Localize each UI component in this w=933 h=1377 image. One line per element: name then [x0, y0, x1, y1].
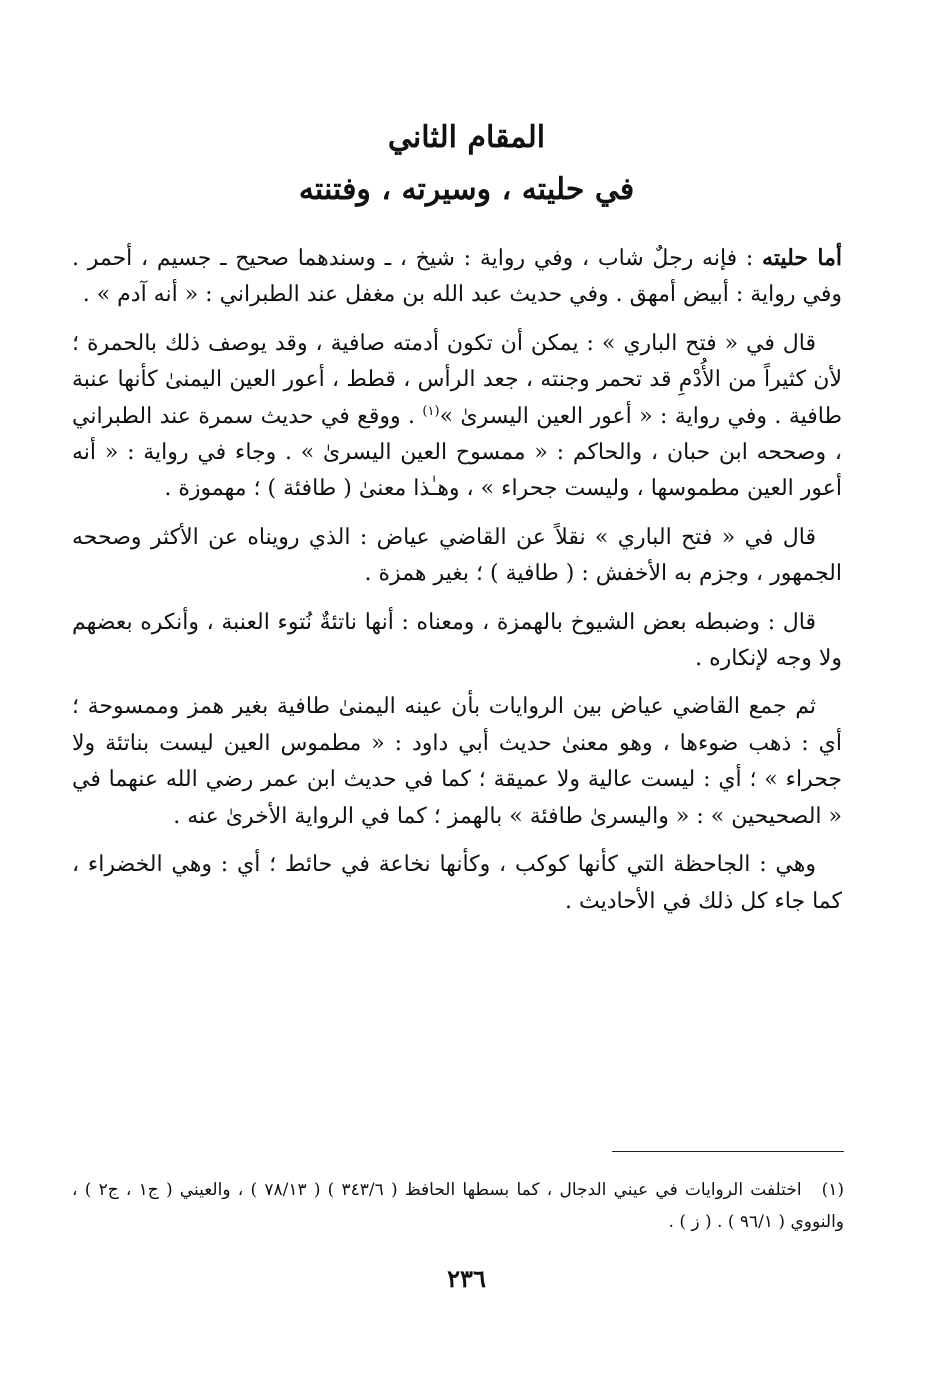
paragraph-jahiza — [72, 847, 842, 920]
footnote-item — [72, 1174, 844, 1238]
section-title: المقام الثاني — [387, 120, 546, 155]
paragraph-hamza — [72, 605, 842, 678]
paragraph-text: : فإنه رجلٌ شاب ، وفي رواية : شيخ ، ـ وسندهما صحيح ـ جسيم ، أحمر . وفي رواية : أبيض أمهق . وفي حديث عبد الله بن مغفل عند الطبراني : « أنه آدم » . — [72, 246, 842, 308]
paragraph-appearance — [72, 240, 842, 314]
paragraph-text-continued: . ووقع في حديث سمرة عند الطبراني ، وصححه ابن حبان ، والحاكم : « ممسوح العين اليسرىٰ » . وجاء في رواية : « أنه أعور العين مطموسها ، وليست جحراء » ، وهـٰذا معنىٰ ( طافئة ) ؛ مهموزة . — [72, 403, 842, 502]
paragraph-reconciliation — [72, 689, 842, 835]
footnotes — [72, 1174, 844, 1238]
footnote-number: (١) — [821, 1180, 844, 1200]
page-number: ٢٣٦ — [447, 1264, 486, 1293]
paragraph-text: ثم جمع القاضي عياض بين الروايات بأن عينه اليمنىٰ طافية بغير همز وممسوحة ؛ أي : ذهب ضوءها ، وهو معنىٰ حديث أبي داود : « مطموس العين ليست بناتئة ولا جحراء » ؛ أي : ليست عالية ولا عميقة ؛ كما في حديث ابن عمر رضي الله عنهما في « الصحيحين » : « واليسرىٰ طافئة » بالهمز ؛ كما في الرواية الأخرىٰ عنه . — [72, 694, 842, 829]
footnote-marker[interactable]: (١) — [422, 403, 440, 419]
paragraph-text: قال : وضبطه بعض الشيوخ بالهمزة ، ومعناه : أنها ناتئةٌ نُتوء العنبة ، وأنكره بعضهم ولا وجه لإنكاره . — [72, 609, 842, 672]
paragraph-lead: أما حليته — [762, 245, 842, 271]
footnote-text: اختلفت الروايات في عيني الدجال ، كما بسطها الحافظ ( ٣٤٣/٦ ) ( ٧٨/١٣ ) ، والعيني ( ج١ ، ج٢ ) ، والنووي ( ٩٦/١ ) . ( ز ) . — [72, 1180, 844, 1232]
paragraph-text: قال في « فتح الباري » : يمكن أن تكون أدمته صافية ، وقد يوصف ذلك بالحمرة ؛ لأن كثيراً من الأُدْمِ قد تحمر وجنته ، جعد الرأس ، قطط ، أعور العين اليمنىٰ كأنها عنبة طافية . وفي رواية : « أعور العين اليسرىٰ » — [72, 330, 842, 429]
main-text — [72, 240, 842, 932]
section-subtitle: في حليته ، وسيرته ، وفتنته — [298, 172, 635, 207]
paragraph-fath-albari — [72, 326, 842, 508]
paragraph-text: وهي : الجاحظة التي كأنها كوكب ، وكأنها نخاعة في حائط ؛ أي : وهي الخضراء ، كما جاء كل ذلك في الأحاديث . — [72, 852, 842, 914]
footnote-divider — [612, 1151, 844, 1152]
paragraph-text: قال في « فتح الباري » نقلاً عن القاضي عياض : الذي رويناه عن الأكثر وصححه الجمهور ، وجزم به الأخفش : ( طافية ) ؛ بغير همزة . — [72, 524, 842, 587]
paragraph-qadi-iyad — [72, 520, 842, 593]
